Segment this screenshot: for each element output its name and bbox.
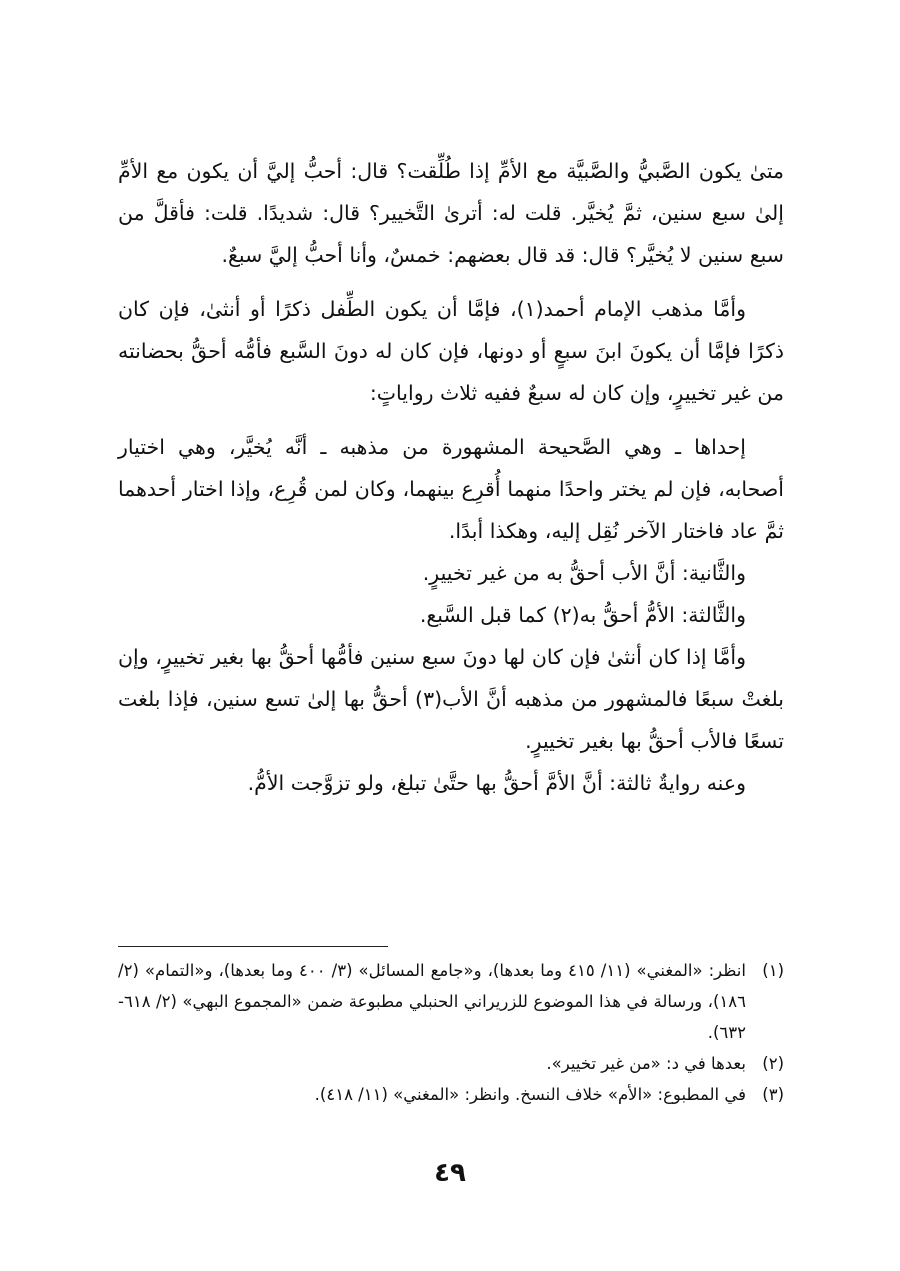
footnote-text: في المطبوع: «الأم» خلاف النسخ. وانظر: «المغني» (١١/ ٤١٨). [314, 1085, 746, 1104]
paragraph-4: والثَّانية: أنَّ الأب أحقُّ به من غير تخييرٍ. [422, 561, 746, 585]
main-text [118, 150, 784, 804]
footnote-text: بعدها في د: «من غير تخيير». [546, 1054, 746, 1073]
footnote-number: (١) [762, 961, 784, 980]
footnote-text: انظر: «المغني» (١١/ ٤١٥ وما بعدها)، و«جامع المسائل» (٣/ ٤٠٠ وما بعدها)، و«التمام» (٢/ ١٨٦)، ورسالة في هذا الموضوع للزريراني الحنبلي مطبوعة ضمن «المجموع البهي» (٢/ ٦١٨- ٦٣٢). [118, 961, 746, 1042]
paragraph-3: إحداها ـ وهي الصَّحيحة المشهورة من مذهبه ـ أنَّه يُخيَّر، وهي اختيار أصحابه، فإن لم يختر واحدًا منهما أُقرِع بينهما، وكان لمن قُرِع، وإذا اختار أحدهما ثمَّ عاد فاختار الآخر نُقِل إليه، وهكذا أبدًا. [118, 435, 784, 543]
footnotes [118, 946, 784, 1110]
page-number: ٤٩ [434, 1158, 466, 1188]
paragraph-6: وأمَّا إذا كان أنثىٰ فإن كان لها دونَ سبع سنين فأمُّها أحقُّ بها بغير تخييرٍ، وإن بلغتْ سبعًا فالمشهور من مذهبه أنَّ الأب(٣) أحقُّ بها إلىٰ تسع سنين، فإذا بلغت تسعًا فالأب أحقُّ بها بغير تخييرٍ. [118, 645, 785, 753]
footnote-number: (٢) [762, 1054, 784, 1073]
footnote-1 [118, 955, 784, 1048]
paragraph-1: متىٰ يكون الصَّبيُّ والصَّبيَّة مع الأمِّ إذا طُلِّقت؟ قال: أحبُّ إليَّ أن يكون مع الأمِّ إلىٰ سبع سنين، ثمَّ يُخيَّر. قلت له: أترىٰ التَّخيير؟ قال: شديدًا. قلت: فأقلَّ من سبع سنين لا يُخيَّر؟ قال: قد قال بعضهم: خمسٌ، وأنا أحبُّ إليَّ سبعٌ. [118, 159, 784, 267]
footnote-divider [118, 946, 388, 947]
footnote-3 [118, 1079, 784, 1110]
paragraph-7: وعنه روايةٌ ثالثة: أنَّ الأمَّ أحقُّ بها حتَّىٰ تبلغ، ولو تزوَّجت الأمُّ. [247, 771, 746, 795]
paragraph-5: والثَّالثة: الأمُّ أحقُّ به(٢) كما قبل السَّبع. [419, 603, 746, 627]
paragraph-2: وأمَّا مذهب الإمام أحمد(١)، فإمَّا أن يكون الطِّفل ذكرًا أو أنثىٰ، فإن كان ذكرًا فإمَّا أن يكونَ ابنَ سبعٍ أو دونها، فإن كان له دونَ السَّبع فأمُّه أحقُّ بحضانته من غير تخييرٍ، وإن كان له سبعٌ ففيه ثلاث رواياتٍ: [118, 297, 784, 405]
footnote-number: (٣) [762, 1085, 784, 1104]
footnote-2 [118, 1048, 784, 1079]
